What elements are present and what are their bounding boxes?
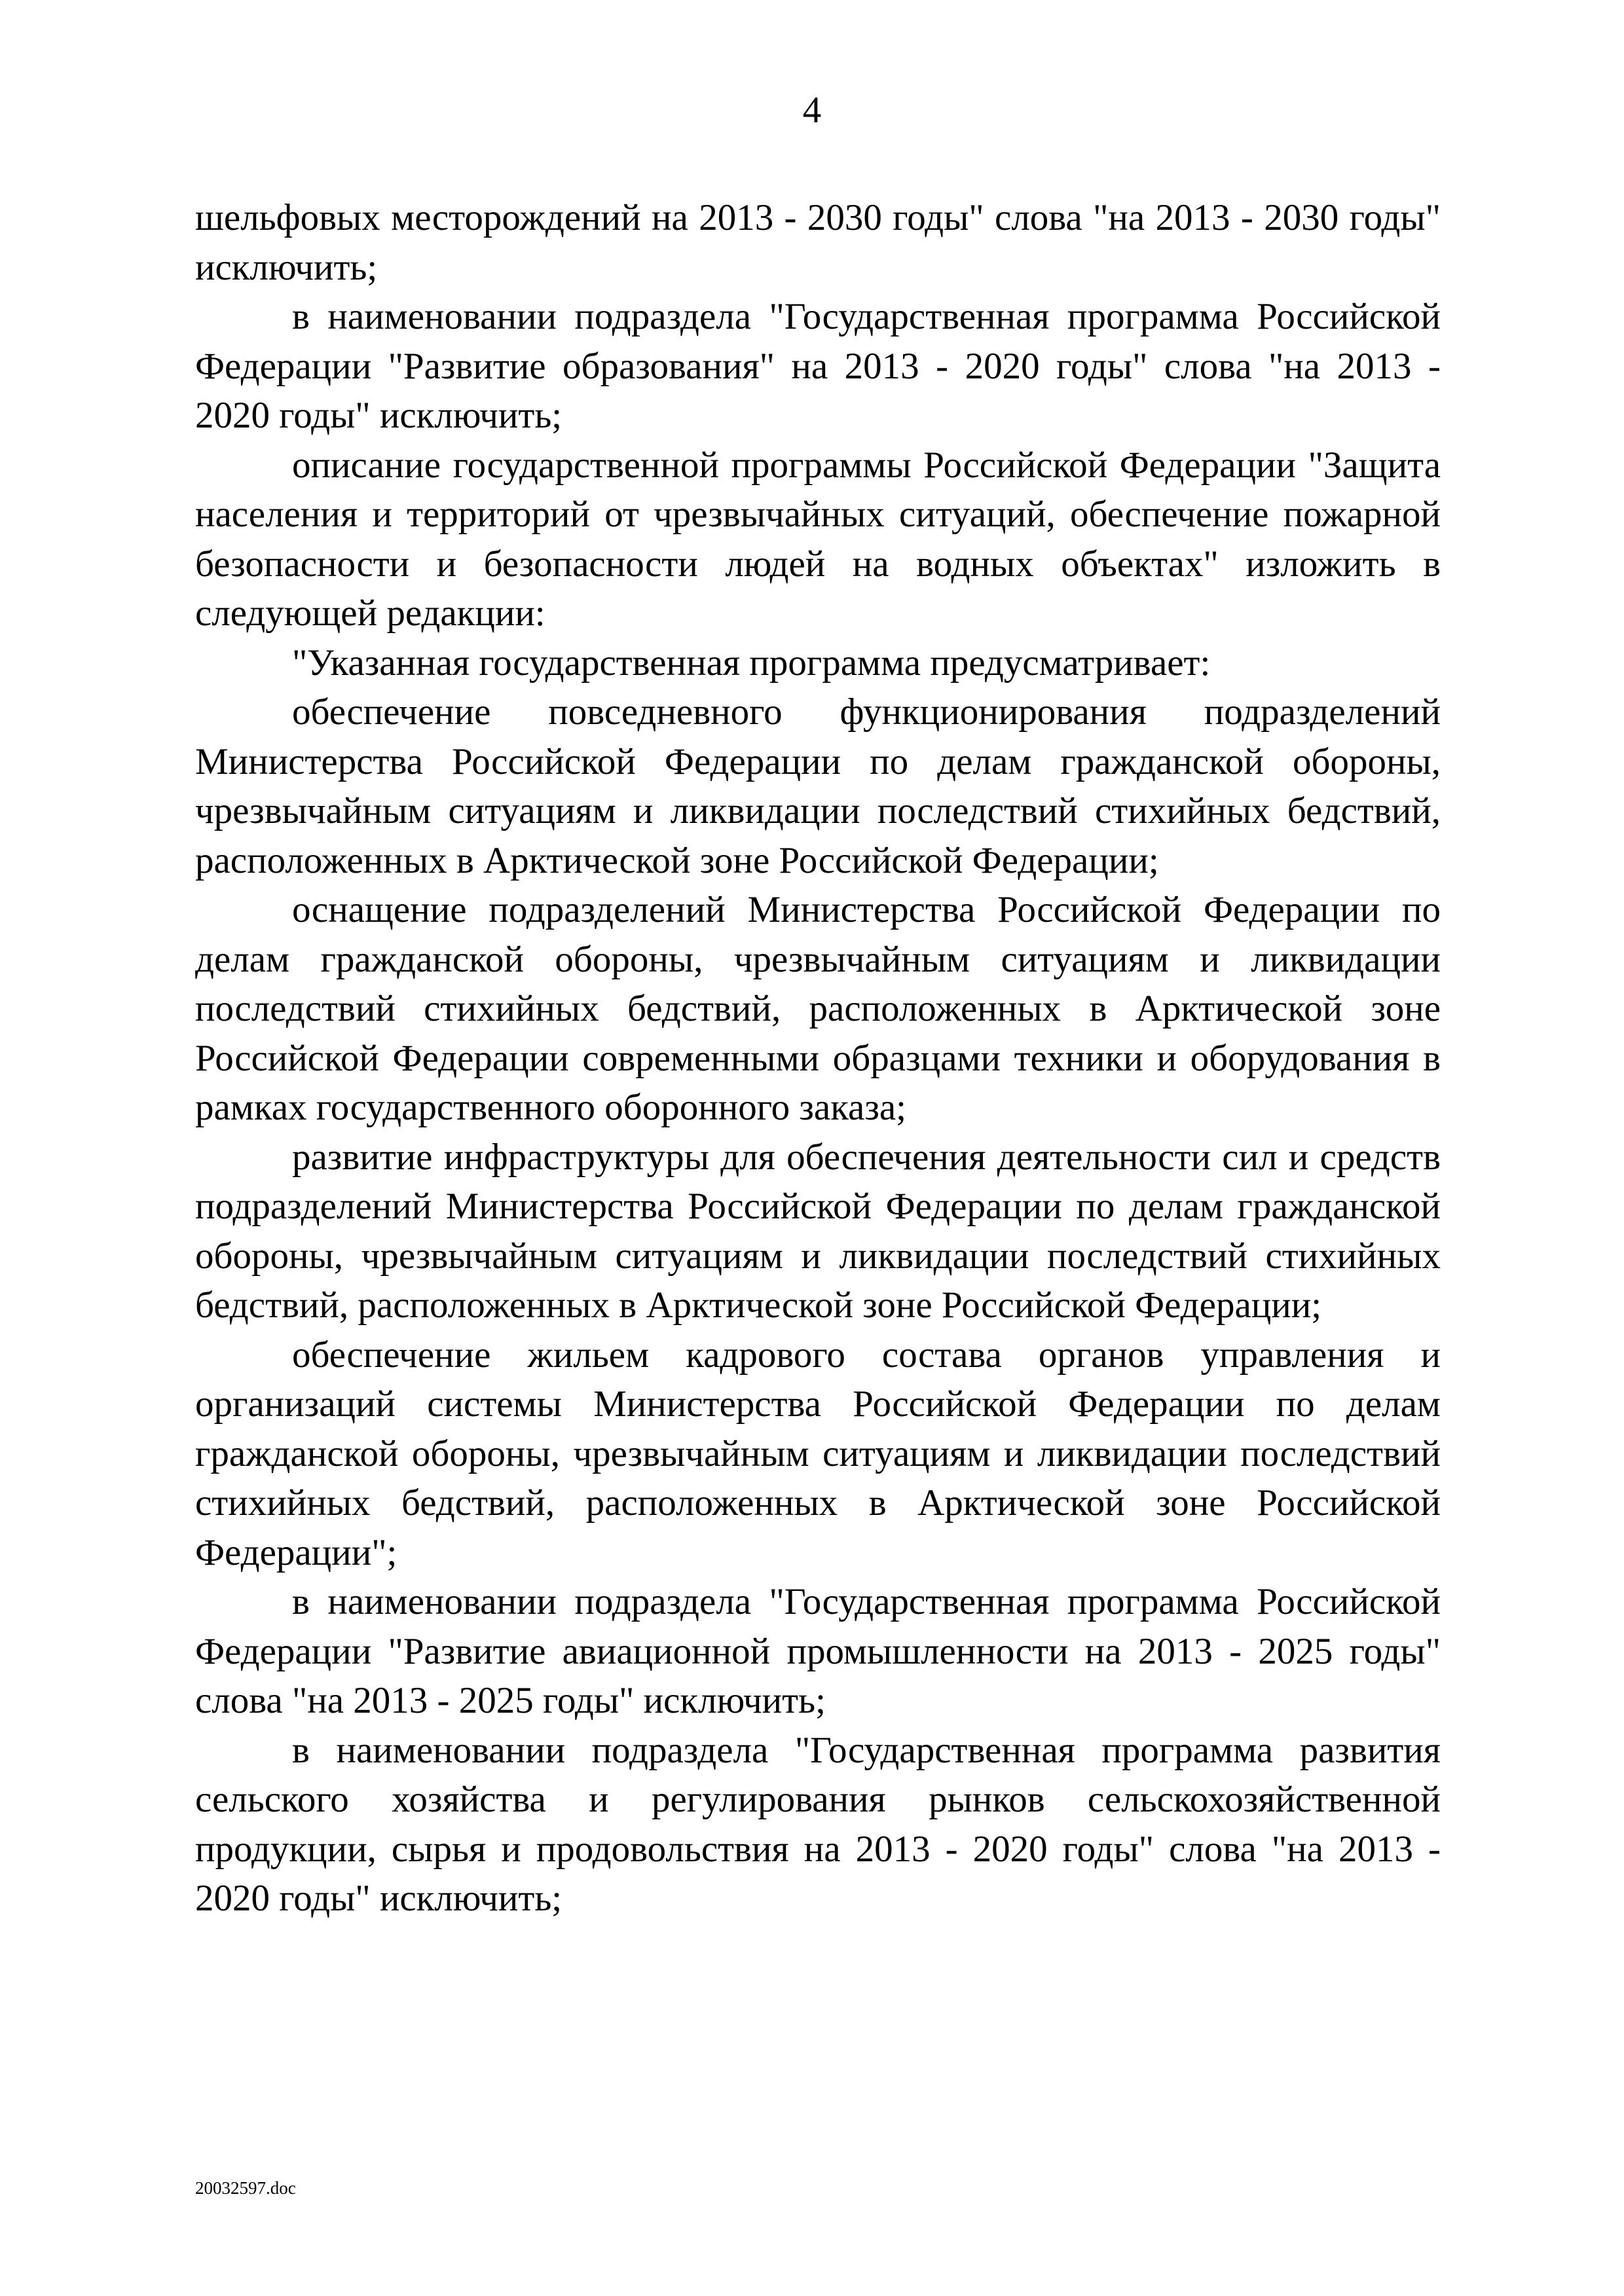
document-body bbox=[195, 193, 1441, 1923]
paragraph-protection-program: описание государственной программы Российской Федерации "Защита населения и территорий от чрезвычайных ситуаций, обеспечение пожарной безопасности и безопасности людей на водных объектах" изложить в следующей редакции: bbox=[195, 444, 1441, 634]
paragraph-agriculture-program: в наименовании подраздела "Государственная программа развития сельского хозяйства и регулирования рынков сельскохозяйственной продукции, сырья и продовольствия на 2013 - 2020 годы" слова "на 2013 - 2020 годы" исключить; bbox=[195, 1729, 1441, 1919]
page-number: 4 bbox=[802, 90, 822, 131]
paragraph-infrastructure: развитие инфраструктуры для обеспечения деятельности сил и средств подразделений Министерства Российской Федерации по делам гражданской обороны, чрезвычайным ситуациям и ликвидации последствий стихийных бедствий, расположенных в Арктической зоне Российской Федерации; bbox=[195, 1136, 1441, 1326]
footer-filename: 20032597.doc bbox=[195, 2178, 296, 2198]
paragraph-equipment: оснащение подразделений Министерства Российской Федерации по делам гражданской обороны, чрезвычайным ситуациям и ликвидации последствий стихийных бедствий, расположенных в Арктической зоне Российской Федерации современными образцами техники и оборудования в рамках государственного оборонного заказа; bbox=[195, 889, 1441, 1128]
paragraph-aviation-program: в наименовании подраздела "Государственная программа Российской Федерации "Развитие авиационной промышленности на 2013 - 2025 годы" слова "на 2013 - 2025 годы" исключить; bbox=[195, 1581, 1441, 1721]
paragraph-housing: обеспечение жильем кадрового состава органов управления и организаций системы Министерства Российской Федерации по делам гражданской обороны, чрезвычайным ситуациям и ликвидации последствий стихийных бедствий, расположенных в Арктической зоне Российской Федерации"; bbox=[195, 1334, 1441, 1573]
paragraph-continuation: шельфовых месторождений на 2013 - 2030 годы" слова "на 2013 - 2030 годы" исключить; bbox=[195, 197, 1441, 288]
paragraph-education-program: в наименовании подраздела "Государственная программа Российской Федерации "Развитие образования" на 2013 - 2020 годы" слова "на 2013 - 2020 годы" исключить; bbox=[195, 296, 1441, 436]
paragraph-program-provides: "Указанная государственная программа предусматривает: bbox=[292, 642, 1211, 683]
paragraph-daily-operation: обеспечение повседневного функционирования подразделений Министерства Российской Федерации по делам гражданской обороны, чрезвычайным ситуациям и ликвидации последствий стихийных бедствий, расположенных в Арктической зоне Российской Федерации; bbox=[195, 691, 1441, 881]
